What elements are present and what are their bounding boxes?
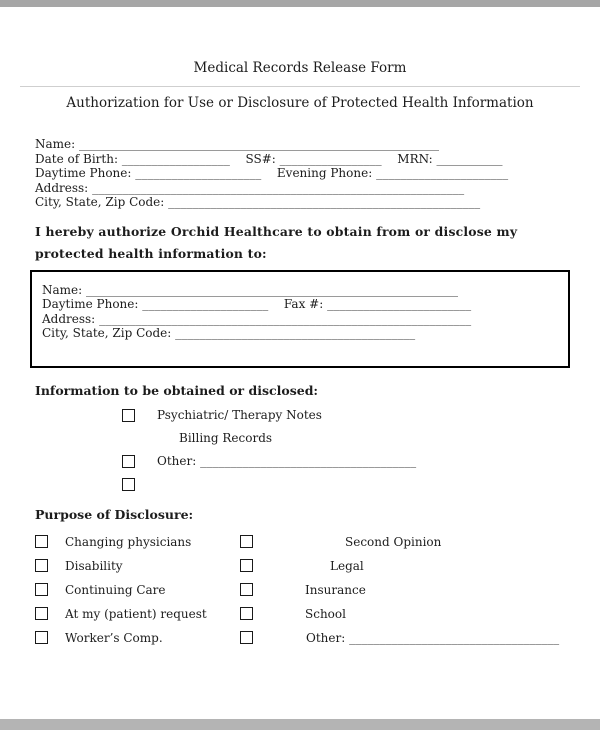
checkbox-continuing-care[interactable] [35,583,48,596]
billing-records-label: Billing Records [179,431,273,445]
purpose-row-3 [35,578,565,602]
patient-dob-label: Date of Birth: [35,151,118,166]
recipient-address-label: Address: [42,311,96,326]
authorization-statement: I hereby authorize Orchid Healthcare to obtain from or disclose my protected health information to: [35,223,518,261]
form-title: Medical Records Release Form [193,60,407,76]
checkbox-school[interactable] [240,607,253,620]
second-opinion-label: Second Opinion [345,534,442,549]
purpose-row-1 [35,530,565,554]
patient-daytime-phone-label: Daytime Phone: [35,166,132,180]
patient-city-label: City, State, Zip Code: [35,195,165,209]
other-info-blank[interactable]: ____________________________________ [200,454,417,468]
changing-physicians-label: Changing physicians [65,534,192,549]
purpose-checkbox-grid [35,530,565,650]
patient-ss-label: SS#: [245,151,276,166]
other-purpose-blank[interactable]: ___________________________________ [349,630,560,645]
recipient-daytime-phone-label: Daytime Phone: [42,297,139,311]
checkbox-psychiatric-notes[interactable] [122,409,135,422]
page-top-edge [0,0,600,7]
recipient-name-blank[interactable]: ______________________________________________________________ [86,282,459,297]
recipient-address-line [42,312,558,327]
patient-evening-phone-blank[interactable]: ______________________ [376,166,509,180]
recipient-name-line [42,283,558,298]
patient-info-section [35,137,565,210]
info-row-unlabeled [35,477,565,492]
patient-city-blank[interactable]: ____________________________________________________ [168,195,481,209]
recipient-city-line [42,326,558,341]
recipient-fax-blank[interactable]: ________________________ [327,297,472,311]
checkbox-legal[interactable] [240,559,253,572]
patient-mrn-label: MRN: [397,151,433,166]
patient-phone-line [35,166,565,181]
legal-label: Legal [330,558,364,573]
disability-label: Disability [65,558,123,573]
patient-dob-line [35,152,565,167]
patient-mrn-blank[interactable]: ___________ [436,151,503,166]
other-purpose-label [270,631,565,645]
info-section-heading: Information to be obtained or disclosed: [35,382,319,398]
info-row-psychiatric [35,408,565,423]
continuing-care-label: Continuing Care [65,582,166,597]
recipient-name-label: Name: [42,282,83,297]
workers-comp-label: Worker’s Comp. [65,630,163,645]
checkbox-at-my-request[interactable] [35,607,48,620]
checkbox-insurance[interactable] [240,583,253,596]
checkbox-disability[interactable] [35,559,48,572]
checkbox-workers-comp[interactable] [35,631,48,644]
patient-name-blank[interactable]: ____________________________________________________________ [79,137,440,151]
form-subtitle: Authorization for Use or Disclosure of Protected Health Information [66,95,534,111]
recipient-city-label: City, State, Zip Code: [42,326,172,340]
checkbox-second-opinion[interactable] [240,535,253,548]
patient-dob-blank[interactable]: __________________ [121,151,230,166]
patient-address-line [35,181,565,196]
psychiatric-notes-label: Psychiatric/ Therapy Notes [157,408,322,422]
recipient-daytime-phone-blank[interactable]: _____________________ [142,297,269,311]
patient-address-blank[interactable]: ______________________________________________________________ [92,180,465,195]
checkbox-other-purpose[interactable] [240,631,253,644]
checkbox-unlabeled[interactable] [122,478,135,491]
purpose-row-4 [35,602,565,626]
checkbox-other-info[interactable] [122,455,135,468]
purpose-row-2 [35,554,565,578]
other-purpose-label-text: Other: [306,630,346,645]
page-bottom-edge [0,719,600,730]
info-checkbox-list [35,408,565,492]
patient-evening-phone-label: Evening Phone: [276,166,373,180]
patient-address-label: Address: [35,180,89,195]
insurance-label: Insurance [305,582,366,597]
info-row-other [35,454,565,469]
patient-ss-blank[interactable]: _________________ [279,151,382,166]
checkbox-changing-physicians[interactable] [35,535,48,548]
patient-city-line [35,195,565,210]
school-label: School [305,606,346,621]
patient-name-label: Name: [35,137,76,151]
title-divider [20,86,580,87]
patient-daytime-phone-blank[interactable]: _____________________ [135,166,262,180]
other-info-label-text: Other: [157,454,197,468]
patient-name-line [35,137,565,152]
recipient-city-blank[interactable]: ________________________________________ [175,326,416,340]
purpose-row-5 [35,626,565,650]
recipient-info-box [30,270,570,368]
info-row-billing [35,431,565,446]
at-my-request-label: At my (patient) request [65,606,207,621]
purpose-section-heading: Purpose of Disclosure: [35,506,194,522]
recipient-phone-line [42,297,558,312]
other-info-label [157,454,416,468]
recipient-fax-label: Fax #: [283,297,324,311]
recipient-address-blank[interactable]: ______________________________________________________________ [99,311,472,326]
